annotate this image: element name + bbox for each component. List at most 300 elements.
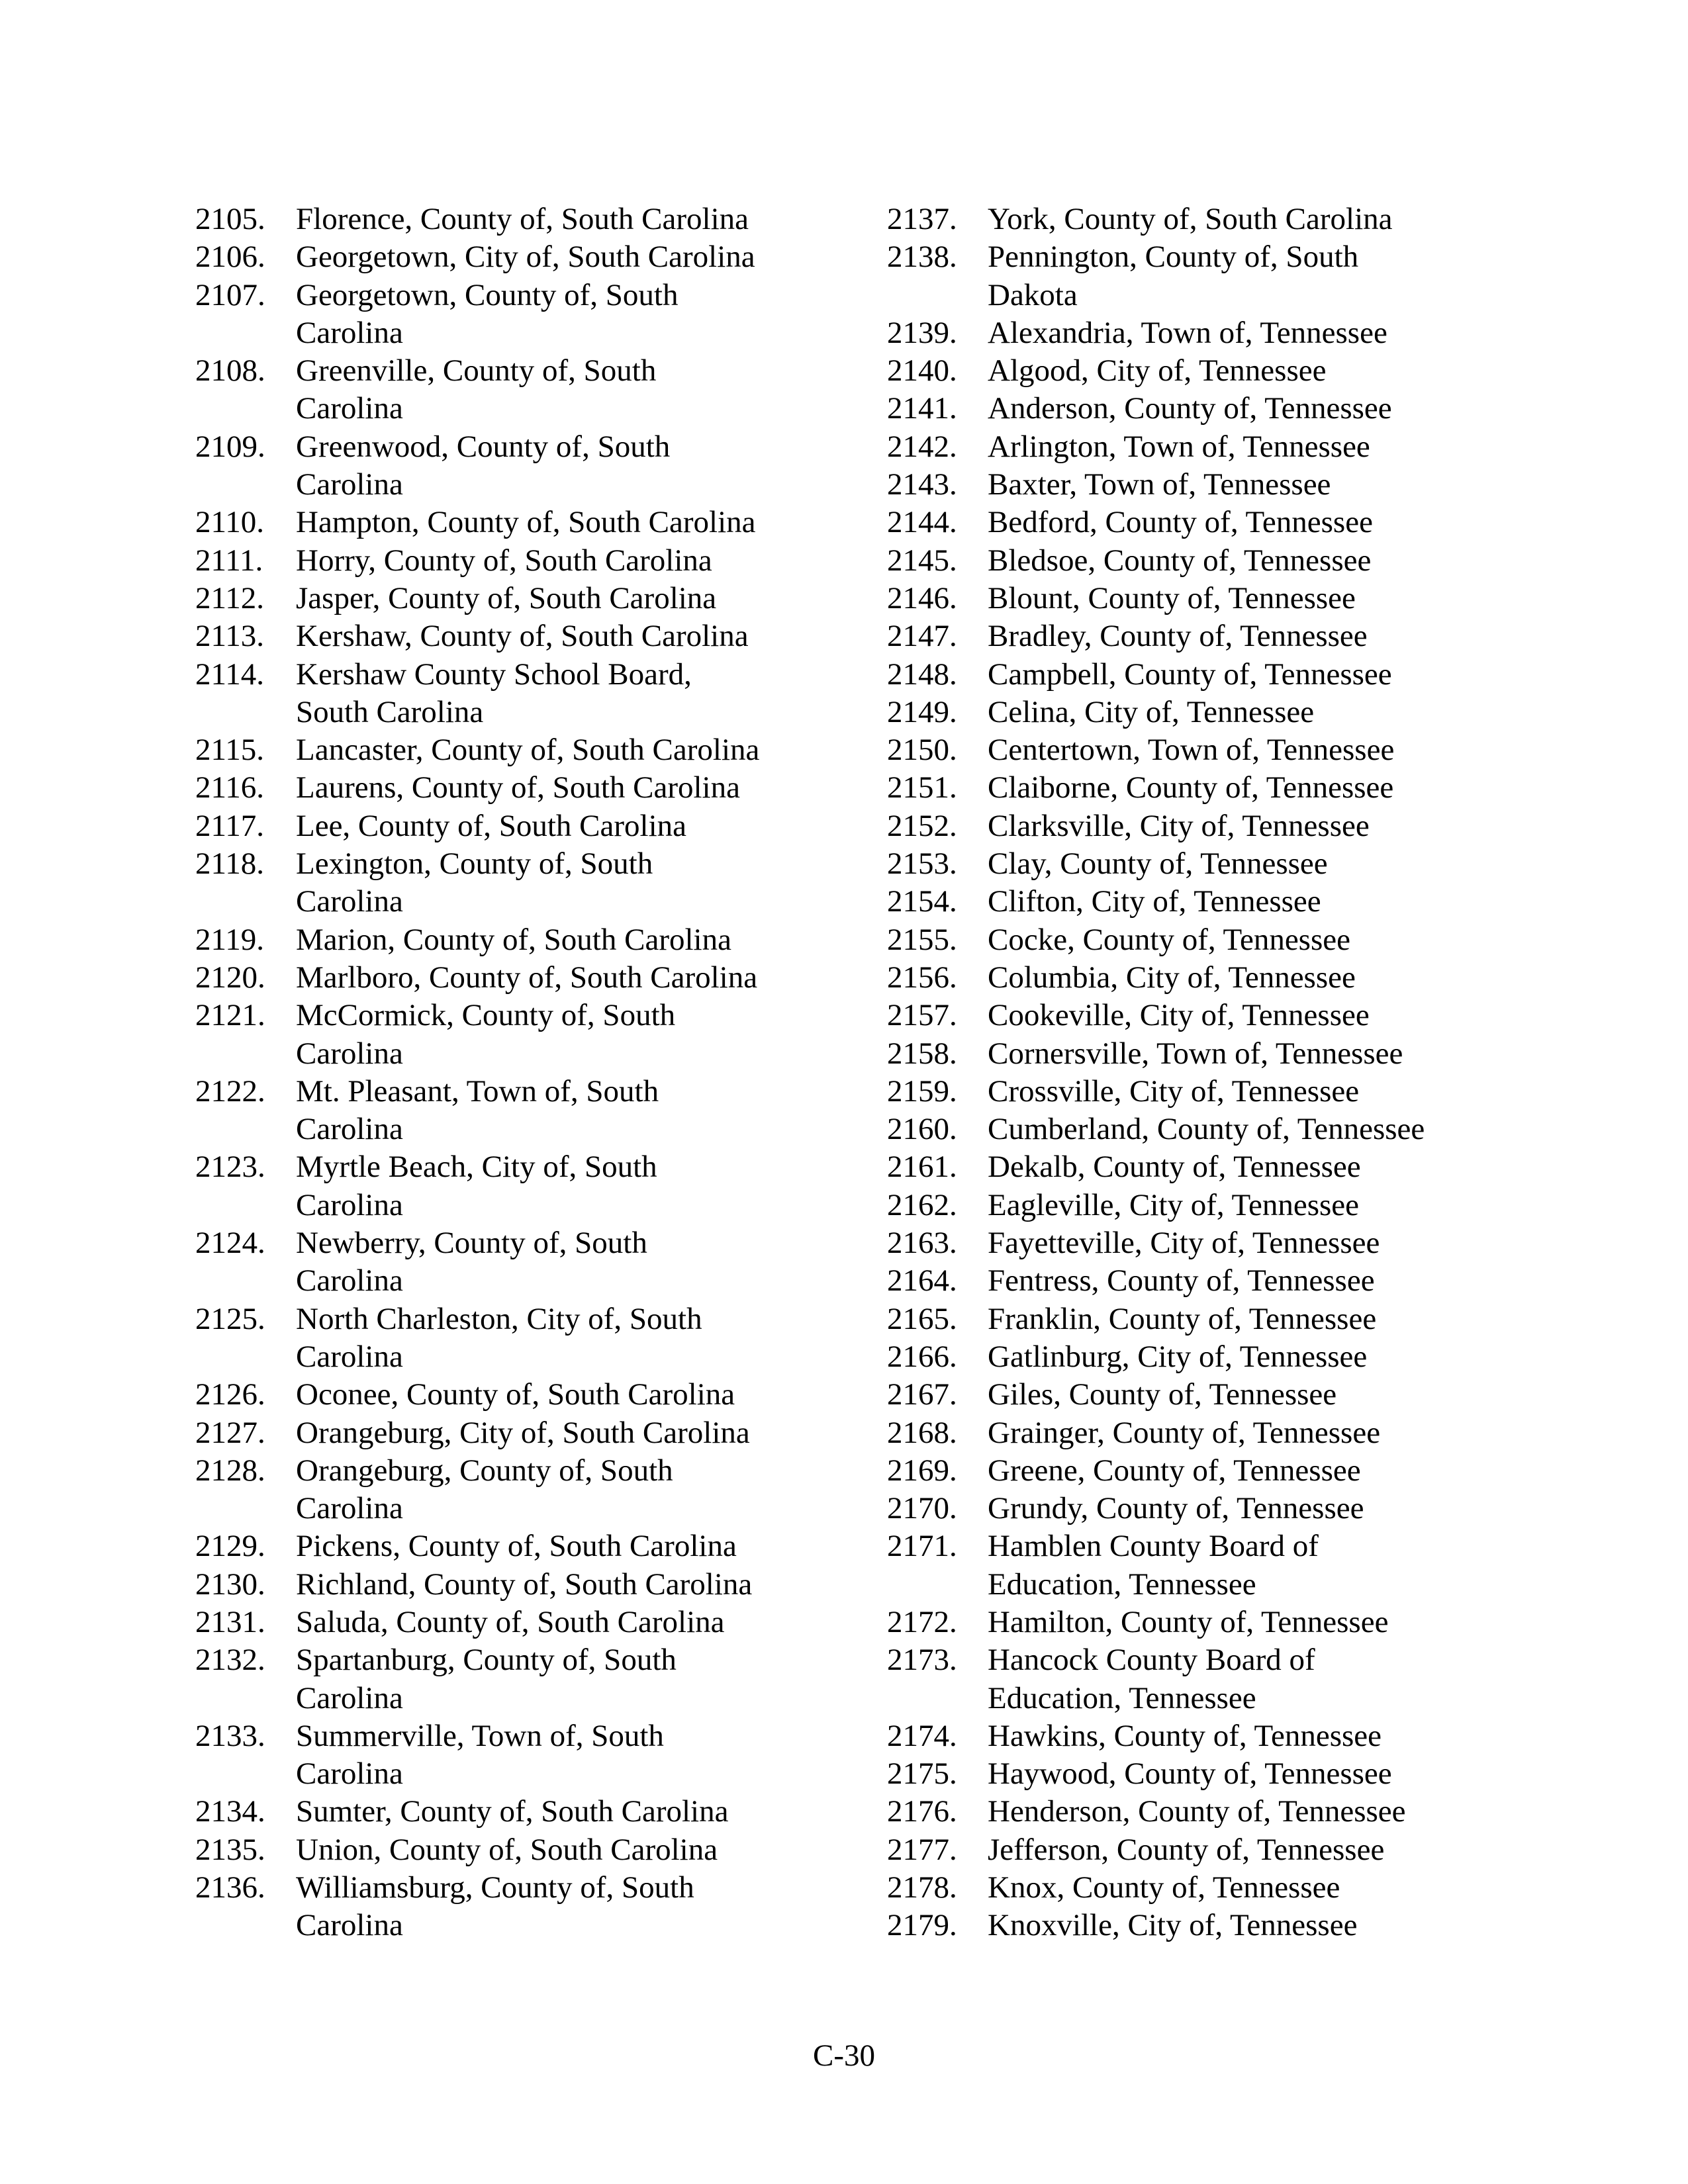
item-text [988,656,1523,694]
item-number: 2171. [887,1529,957,1564]
item-number: 2130. [195,1567,265,1602]
item-number: 2151. [887,770,957,805]
list-item [195,1831,831,1869]
list-item [887,428,1523,466]
list-item [195,1869,831,1945]
list-item [195,959,831,997]
item-text-line: Knoxville, City of, Tennessee [988,1908,1358,1943]
item-text [988,959,1523,997]
item-text-line: Carolina [296,467,403,502]
item-text-line: Union, County of, South Carolina [296,1832,718,1867]
item-number: 2126. [195,1377,265,1412]
list-item [887,1224,1523,1262]
item-text-line: York, County of, South Carolina [988,202,1393,236]
list-item [195,504,831,541]
list-item [887,921,1523,959]
item-number: 2173. [887,1643,957,1678]
item-text [988,731,1523,769]
item-text [988,314,1523,352]
list-item [887,201,1523,238]
item-number: 2107. [195,277,265,312]
item-text-line: Claiborne, County of, Tennessee [988,770,1394,805]
list-item [195,580,831,617]
list-item [195,352,831,428]
list-item [887,731,1523,769]
item-text [296,1869,831,1945]
item-text-line: Dekalb, County of, Tennessee [988,1150,1361,1185]
list-item [195,1073,831,1149]
item-number: 2148. [887,657,957,692]
item-text [988,1641,1523,1717]
item-text-line: Dakota [988,277,1078,312]
item-text-line: North Charleston, City of, South [296,1301,702,1336]
item-number: 2174. [887,1718,957,1753]
item-number: 2164. [887,1263,957,1298]
item-text-line: Jefferson, County of, Tennessee [988,1832,1385,1867]
item-number: 2113. [195,619,265,654]
item-number: 2177. [887,1832,957,1867]
item-number: 2122. [195,1073,265,1109]
list-item [195,997,831,1073]
item-text-line: Eagleville, City of, Tennessee [988,1187,1359,1222]
list-item [195,845,831,921]
item-number: 2142. [887,429,957,464]
item-text-line: Greene, County of, Tennessee [988,1453,1361,1488]
item-text-line: Carolina [296,1187,403,1222]
item-text-line: Carolina [296,1680,403,1715]
list-item [887,1414,1523,1452]
item-number: 2162. [887,1187,957,1222]
item-text-line: Carolina [296,1112,403,1147]
item-text [988,428,1523,466]
item-text-line: Carolina [296,391,403,426]
item-text [988,1490,1523,1527]
item-text-line: Grainger, County of, Tennessee [988,1415,1381,1450]
item-text-line: Marlboro, County of, South Carolina [296,960,758,995]
list-item [887,807,1523,845]
item-text-line: Pennington, County of, South [988,240,1359,275]
item-text [988,807,1523,845]
list-item [195,656,831,732]
item-text-line: Florence, County of, South Carolina [296,202,749,236]
item-text [296,277,831,353]
item-number: 2105. [195,202,265,236]
item-text-line: Haywood, County of, Tennessee [988,1756,1392,1792]
item-text [296,1414,831,1452]
list-item [195,277,831,353]
item-number: 2147. [887,619,957,654]
list-item [195,1604,831,1641]
item-text [296,201,831,238]
item-text [988,1224,1523,1262]
item-number: 2145. [887,543,957,578]
item-number: 2160. [887,1112,957,1147]
item-text-line: Education, Tennessee [988,1567,1256,1602]
item-text [296,428,831,504]
item-text-line: Education, Tennessee [988,1680,1256,1715]
item-number: 2106. [195,240,265,275]
item-text-line: Cocke, County of, Tennessee [988,922,1350,957]
item-number: 2116. [195,770,265,805]
item-text-line: Carolina [296,884,403,919]
item-number: 2155. [887,922,957,957]
item-text [296,807,831,845]
item-text [296,617,831,655]
item-number: 2179. [887,1908,957,1943]
item-number: 2108. [195,353,265,388]
item-text [296,769,831,807]
item-text [988,1755,1523,1793]
list-item [887,1073,1523,1111]
list-item [887,1338,1523,1376]
list-item [195,1527,831,1565]
item-text-line: Lancaster, County of, South Carolina [296,733,760,768]
item-number: 2152. [887,808,957,843]
item-number: 2129. [195,1529,265,1564]
item-text-line: Clay, County of, Tennessee [988,846,1328,882]
item-text [296,731,831,769]
item-text [988,238,1523,314]
item-text [988,769,1523,807]
list-item [887,1376,1523,1414]
item-number: 2119. [195,922,265,957]
item-text [296,580,831,617]
item-text-line: Fayetteville, City of, Tennessee [988,1226,1380,1261]
item-text-line: Bledsoe, County of, Tennessee [988,543,1372,578]
item-text [988,1717,1523,1755]
item-text [988,1187,1523,1224]
right-column [887,201,1523,1945]
item-text [988,1262,1523,1300]
item-number: 2178. [887,1870,957,1905]
item-number: 2167. [887,1377,957,1412]
item-text [988,580,1523,617]
item-text-line: McCormick, County of, South [296,998,676,1033]
item-text [296,1566,831,1604]
item-text [988,1604,1523,1641]
list-item [887,314,1523,352]
item-text [988,921,1523,959]
item-text-line: Hamblen County Board of [988,1529,1319,1564]
page-number: C-30 [813,2038,875,2073]
item-text [988,1111,1523,1148]
item-text-line: Campbell, County of, Tennessee [988,657,1392,692]
item-number: 2166. [887,1339,957,1374]
item-text-line: Algood, City of, Tennessee [988,353,1327,388]
item-text [988,542,1523,580]
list-item [887,1755,1523,1793]
item-text-line: Gatlinburg, City of, Tennessee [988,1339,1368,1374]
item-text [296,1604,831,1641]
item-text-line: Oconee, County of, South Carolina [296,1377,735,1412]
item-text-line: Carolina [296,1908,403,1943]
list-item [887,845,1523,883]
item-text-line: Fentress, County of, Tennessee [988,1263,1375,1298]
item-text [988,1793,1523,1831]
item-text [296,1452,831,1528]
item-text [296,997,831,1073]
item-number: 2163. [887,1226,957,1261]
item-text [988,1907,1523,1944]
item-text [988,1148,1523,1186]
item-text [296,845,831,921]
item-number: 2138. [887,240,957,275]
item-text-line: Columbia, City of, Tennessee [988,960,1356,995]
item-number: 2127. [195,1415,265,1450]
item-number: 2124. [195,1226,265,1261]
item-text-line: Lexington, County of, South [296,846,653,882]
item-text-line: Newberry, County of, South [296,1226,647,1261]
item-number: 2158. [887,1036,957,1071]
item-text [296,1717,831,1794]
item-number: 2121. [195,998,265,1033]
item-text-line: Myrtle Beach, City of, South [296,1150,657,1185]
item-number: 2157. [887,998,957,1033]
list-item [195,1793,831,1831]
list-item [195,1452,831,1528]
item-number: 2144. [887,505,957,540]
item-number: 2110. [195,505,265,540]
item-text [988,504,1523,541]
item-number: 2109. [195,429,265,464]
item-number: 2154. [887,884,957,919]
item-text [988,1376,1523,1414]
item-text-line: Pickens, County of, South Carolina [296,1529,737,1564]
item-text-line: Clarksville, City of, Tennessee [988,808,1370,843]
item-text [988,1073,1523,1111]
item-number: 2128. [195,1453,265,1488]
item-text-line: Richland, County of, South Carolina [296,1567,753,1602]
item-number: 2112. [195,580,265,615]
item-number: 2168. [887,1415,957,1450]
item-text-line: Georgetown, County of, South [296,277,679,312]
list-item [887,1831,1523,1869]
item-text [296,959,831,997]
list-item [887,883,1523,921]
list-item [887,959,1523,997]
list-item [195,1224,831,1300]
item-number: 2117. [195,808,265,843]
item-number: 2170. [887,1491,957,1526]
item-text [988,845,1523,883]
item-text-line: Baxter, Town of, Tennessee [988,467,1331,502]
item-text-line: Cumberland, County of, Tennessee [988,1112,1425,1147]
item-text-line: Crossville, City of, Tennessee [988,1073,1360,1109]
item-text-line: Celina, City of, Tennessee [988,694,1315,729]
item-text-line: Bedford, County of, Tennessee [988,505,1373,540]
item-text [988,1831,1523,1869]
item-text [296,1793,831,1831]
list-item [195,238,831,276]
item-text-line: Orangeburg, City of, South Carolina [296,1415,750,1450]
item-number: 2131. [195,1604,265,1639]
list-item [195,1376,831,1414]
item-text-line: Greenwood, County of, South [296,429,671,464]
item-number: 2161. [887,1150,957,1185]
list-item [887,1907,1523,1944]
list-item [887,997,1523,1034]
item-text-line: Knox, County of, Tennessee [988,1870,1340,1905]
list-item [887,1717,1523,1755]
item-text-line: Bradley, County of, Tennessee [988,619,1368,654]
item-text-line: Carolina [296,1756,403,1792]
item-number: 2137. [887,202,957,236]
list-item [195,617,831,655]
list-item [887,1490,1523,1527]
item-text-line: Grundy, County of, Tennessee [988,1491,1364,1526]
item-number: 2118. [195,846,265,882]
list-item [195,1300,831,1377]
list-item [195,769,831,807]
item-text-line: Summerville, Town of, South [296,1718,664,1753]
list-item [887,1452,1523,1490]
list-item [195,428,831,504]
list-item [195,1148,831,1224]
item-text-line: Marion, County of, South Carolina [296,922,731,957]
item-text-line: Carolina [296,1036,403,1071]
item-number: 2139. [887,315,957,350]
item-number: 2134. [195,1794,265,1829]
item-text-line: Carolina [296,1263,403,1298]
item-text-line: Cookeville, City of, Tennessee [988,998,1370,1033]
item-number: 2136. [195,1870,265,1905]
item-text-line: Sumter, County of, South Carolina [296,1794,729,1829]
list-item [887,617,1523,655]
item-text-line: Laurens, County of, South Carolina [296,770,740,805]
item-number: 2165. [887,1301,957,1336]
list-item [887,352,1523,390]
list-item [195,1717,831,1794]
item-text-line: Saluda, County of, South Carolina [296,1604,725,1639]
list-item [195,921,831,959]
item-number: 2125. [195,1301,265,1336]
item-text [296,1300,831,1377]
item-text-line: Giles, County of, Tennessee [988,1377,1337,1412]
item-text-line: Greenville, County of, South [296,353,657,388]
item-text-line: Franklin, County of, Tennessee [988,1301,1377,1336]
item-text-line: Alexandria, Town of, Tennessee [988,315,1387,350]
item-number: 2169. [887,1453,957,1488]
list-item [195,201,831,238]
item-text-line: Horry, County of, South Carolina [296,543,712,578]
list-item [887,542,1523,580]
item-text-line: Georgetown, City of, South Carolina [296,240,755,275]
item-text [296,1224,831,1300]
item-text-line: Henderson, County of, Tennessee [988,1794,1406,1829]
item-text [296,542,831,580]
item-text-line: South Carolina [296,694,484,729]
item-number: 2172. [887,1604,957,1639]
item-text-line: Hancock County Board of [988,1643,1315,1678]
item-text [988,390,1523,428]
item-text [988,997,1523,1034]
item-number: 2141. [887,391,957,426]
item-number: 2149. [887,694,957,729]
item-number: 2133. [195,1718,265,1753]
list-item [887,580,1523,617]
item-text [296,656,831,732]
item-number: 2135. [195,1832,265,1867]
list-item [195,542,831,580]
item-number: 2115. [195,733,265,768]
list-item [887,238,1523,314]
list-item [887,656,1523,694]
list-item [887,1300,1523,1338]
list-item [887,1148,1523,1186]
item-text [296,1831,831,1869]
list-item [887,504,1523,541]
item-text-line: Blount, County of, Tennessee [988,580,1356,615]
item-number: 2111. [195,543,263,578]
item-text [296,1527,831,1565]
item-text [988,617,1523,655]
item-text [988,466,1523,504]
item-text-line: Hampton, County of, South Carolina [296,505,756,540]
list-item [887,390,1523,428]
item-text-line: Jasper, County of, South Carolina [296,580,717,615]
list-item [887,1262,1523,1300]
list-item [887,1869,1523,1907]
item-text-line: Cornersville, Town of, Tennessee [988,1036,1403,1071]
item-text [988,1869,1523,1907]
item-text-line: Carolina [296,315,403,350]
item-number: 2132. [195,1643,265,1678]
list-item [887,1111,1523,1148]
item-number: 2146. [887,580,957,615]
list-item [887,1641,1523,1717]
list-item [887,769,1523,807]
item-text-line: Orangeburg, County of, South [296,1453,673,1488]
item-number: 2175. [887,1756,957,1792]
item-text [296,1073,831,1149]
item-text [988,1452,1523,1490]
item-text [296,352,831,428]
item-number: 2153. [887,846,957,882]
list-item [887,1035,1523,1073]
list-item [195,731,831,769]
item-text [988,1527,1523,1604]
list-item [195,1566,831,1604]
item-number: 2143. [887,467,957,502]
list-item [887,694,1523,731]
item-number: 2123. [195,1150,265,1185]
item-text-line: Centertown, Town of, Tennessee [988,733,1395,768]
item-text-line: Mt. Pleasant, Town of, South [296,1073,659,1109]
item-text [296,504,831,541]
item-number: 2150. [887,733,957,768]
item-text [296,1641,831,1717]
item-text-line: Anderson, County of, Tennessee [988,391,1392,426]
list-item [887,1604,1523,1641]
item-text-line: Carolina [296,1491,403,1526]
item-text [988,1414,1523,1452]
item-text [988,1338,1523,1376]
item-number: 2140. [887,353,957,388]
item-text-line: Arlington, Town of, Tennessee [988,429,1370,464]
item-text-line: Hawkins, County of, Tennessee [988,1718,1382,1753]
item-text [988,694,1523,731]
item-text-line: Kershaw County School Board, [296,657,692,692]
item-number: 2176. [887,1794,957,1829]
item-text [988,883,1523,921]
item-text-line: Lee, County of, South Carolina [296,808,687,843]
item-text [988,201,1523,238]
list-item [195,807,831,845]
item-text [988,1300,1523,1338]
left-column [195,201,831,1945]
item-text [988,1035,1523,1073]
item-text-line: Carolina [296,1339,403,1374]
